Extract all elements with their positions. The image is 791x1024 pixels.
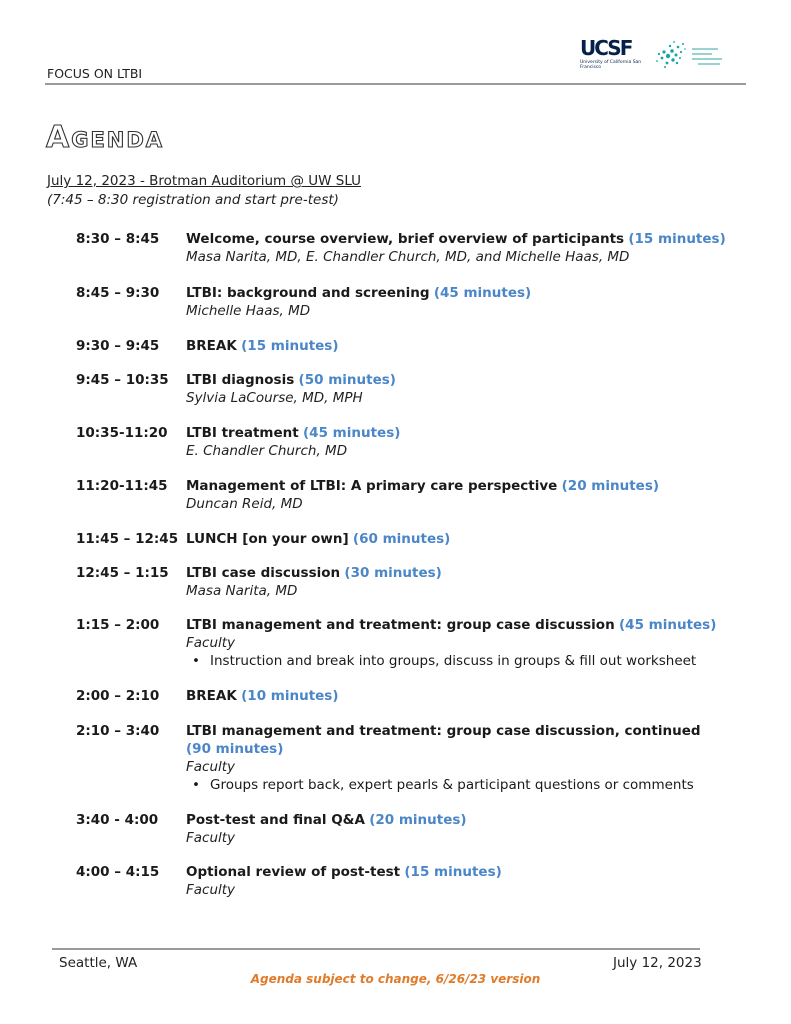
agenda-time: 1:15 – 2:00	[76, 617, 160, 633]
agenda-title: BREAK	[186, 338, 237, 354]
agenda-time: 9:45 – 10:35	[76, 372, 169, 388]
agenda-item	[76, 337, 756, 355]
agenda-time: 2:00 – 2:10	[76, 688, 160, 704]
agenda-title: Welcome, course overview, brief overview of participants	[186, 231, 625, 247]
agenda-speaker: Faculty	[186, 882, 236, 898]
agenda-duration: (10 minutes)	[241, 688, 339, 704]
registration-note: (7:45 – 8:30 registration and start pre-test)	[47, 192, 339, 208]
agenda-time: 12:45 – 1:15	[76, 565, 169, 581]
footer-location: Seattle, WA	[59, 955, 138, 971]
ucsf-logo	[580, 38, 642, 80]
agenda-item	[76, 371, 756, 407]
agenda-speaker: Faculty	[186, 759, 236, 775]
agenda-time: 2:10 – 3:40	[76, 723, 160, 739]
agenda-time: 8:30 – 8:45	[76, 231, 160, 247]
agenda-duration: (20 minutes)	[369, 812, 467, 828]
agenda-bullet-text: Groups report back, expert pearls & participant questions or comments	[210, 777, 694, 793]
agenda-item	[76, 687, 756, 705]
agenda-bullet-text: Instruction and break into groups, discuss in groups & fill out worksheet	[210, 653, 697, 669]
agenda-title: Optional review of post-test	[186, 864, 401, 880]
footer-date: July 12, 2023	[613, 955, 702, 971]
agenda-speaker: E. Chandler Church, MD	[186, 443, 348, 459]
agenda-title: LTBI management and treatment: group case discussion, continued	[186, 723, 701, 739]
footer-divider	[52, 948, 700, 950]
agenda-item	[76, 564, 756, 600]
agenda-duration: (30 minutes)	[344, 565, 442, 581]
agenda-time: 11:20-11:45	[76, 478, 168, 494]
agenda-title: BREAK	[186, 688, 237, 704]
agenda-time: 4:00 – 4:15	[76, 864, 160, 880]
ucsf-logo-wordmark: UCSF	[580, 36, 632, 60]
agenda-duration: (45 minutes)	[433, 285, 532, 301]
agenda-schedule	[76, 230, 756, 899]
agenda-duration: (15 minutes)	[628, 231, 726, 247]
agenda-title: Post-test and final Q&A	[186, 812, 365, 828]
agenda-speaker: Duncan Reid, MD	[186, 496, 303, 512]
agenda-item	[76, 230, 756, 266]
agenda-bullet	[192, 652, 756, 670]
agenda-item	[76, 424, 756, 460]
agenda-duration: (60 minutes)	[352, 531, 451, 547]
agenda-title: LUNCH [on your own]	[186, 531, 349, 547]
agenda-duration: (50 minutes)	[298, 372, 396, 388]
partner-burst-logo	[654, 38, 730, 74]
ucsf-logo-subtitle: University of California San Francisco	[580, 60, 642, 70]
agenda-time: 8:45 – 9:30	[76, 285, 160, 301]
agenda-time: 11:45 – 12:45	[76, 531, 179, 547]
agenda-item	[76, 284, 756, 320]
agenda-time: 9:30 – 9:45	[76, 338, 160, 354]
agenda-title: LTBI treatment	[186, 425, 299, 441]
agenda-item	[76, 477, 756, 513]
agenda-title: LTBI case discussion	[186, 565, 341, 581]
agenda-duration: (45 minutes)	[619, 617, 717, 633]
agenda-speaker: Michelle Haas, MD	[186, 303, 311, 319]
agenda-speaker: Masa Narita, MD, E. Chandler Church, MD, and Michelle Haas, MD	[186, 249, 630, 265]
page-title: Agenda	[46, 120, 165, 155]
bullet-dot-icon: •	[192, 777, 200, 793]
agenda-speaker: Faculty	[186, 830, 236, 846]
header-divider	[45, 83, 746, 85]
footer-version-note: Agenda subject to change, 6/26/23 version	[250, 972, 541, 986]
agenda-duration: (15 minutes)	[404, 864, 502, 880]
agenda-title: Management of LTBI: A primary care perspective	[186, 478, 558, 494]
agenda-speaker: Sylvia LaCourse, MD, MPH	[186, 390, 363, 406]
agenda-duration: (45 minutes)	[303, 425, 401, 441]
agenda-item	[76, 530, 756, 548]
event-date-location: July 12, 2023 - Brotman Auditorium @ UW SLU	[47, 173, 362, 189]
agenda-speaker: Masa Narita, MD	[186, 583, 298, 599]
agenda-title: LTBI management and treatment: group case discussion	[186, 617, 615, 633]
agenda-item	[76, 811, 756, 847]
agenda-time: 10:35-11:20	[76, 425, 168, 441]
agenda-title: LTBI diagnosis	[186, 372, 295, 388]
agenda-bullet	[192, 776, 756, 794]
agenda-time: 3:40 - 4:00	[76, 812, 159, 828]
agenda-item	[76, 616, 756, 670]
agenda-duration: (20 minutes)	[561, 478, 660, 494]
agenda-title: LTBI: background and screening	[186, 285, 430, 301]
agenda-duration: (15 minutes)	[241, 338, 339, 354]
agenda-speaker: Faculty	[186, 635, 236, 651]
agenda-item	[76, 722, 756, 794]
agenda-duration: (90 minutes)	[186, 741, 284, 757]
bullet-dot-icon: •	[192, 653, 200, 669]
agenda-item	[76, 863, 756, 899]
header-label: FOCUS ON LTBI	[47, 66, 143, 81]
